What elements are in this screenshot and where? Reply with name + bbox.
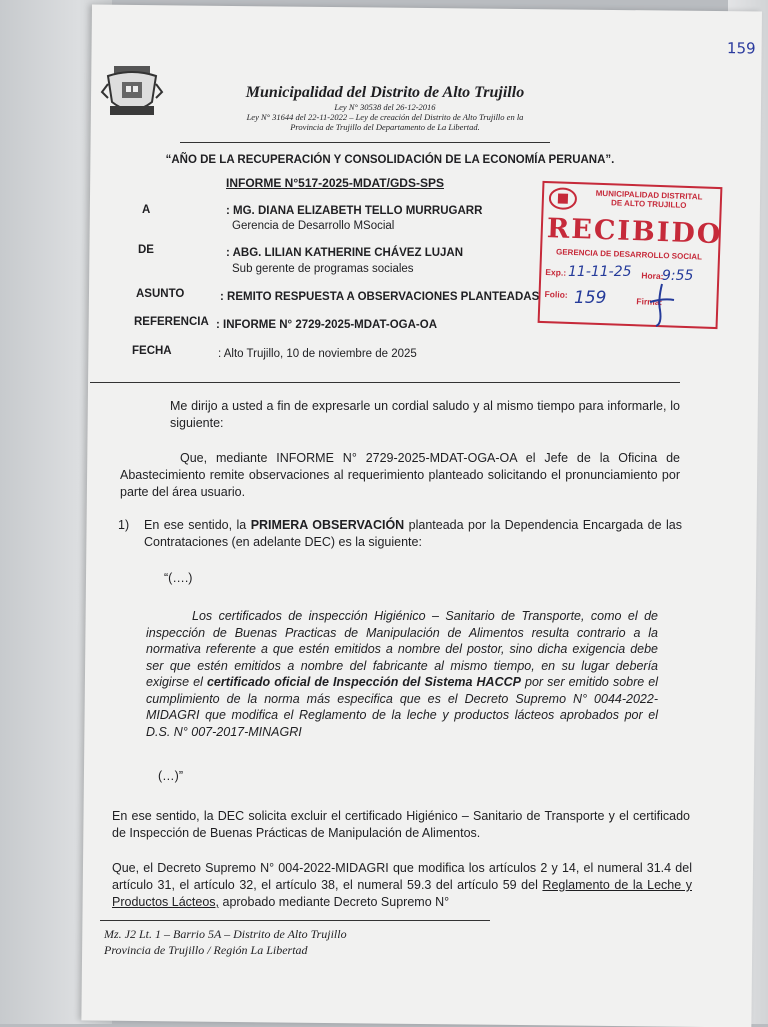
- reference-label: REFERENCIA: [134, 316, 209, 328]
- municipality-name: Municipalidad del Distrito de Alto Trujillo: [245, 84, 525, 101]
- paragraph-1: Que, mediante INFORME N° 2729-2025-MDAT-OGA-OA el Jefe de la Oficina de Abastecimiento remite observaciones al requerimiento planteado solicitando el pronunciamiento por parte del área usuario.: [120, 451, 680, 499]
- item-1-bold-label: PRIMERA OBSERVACIÓN: [250, 518, 405, 532]
- stamp-organization: [584, 188, 715, 211]
- handwritten-time: 9:55: [662, 268, 694, 284]
- date-text: : Alto Trujillo, 10 de noviembre de 2025: [218, 348, 417, 360]
- paragraph-2: En ese sentido, la DEC solicita excluir el certificado Higiénico – Sanitario de Transporte y el certificado de Inspección de Buenas Prácticas de Manipulación de Alimentos.: [112, 809, 690, 840]
- letterhead: [200, 84, 570, 132]
- stamp-title: RECIBIDO: [546, 213, 723, 251]
- date-label: FECHA: [132, 345, 172, 357]
- to-role: Gerencia de Desarrollo MSocial: [232, 220, 395, 232]
- item-1-number: 1): [118, 518, 130, 532]
- reference-text: : INFORME N° 2729-2025-MDAT-OGA-OA: [216, 319, 437, 331]
- paragraph-3-start: Que, el Decreto Supremo N° 004-2022-MIDAGRI que modifica los artículos 2 y 14, el numeral 31.4 del artículo 31, el artículo 32, el artículo 38, el numeral 59.3 del artículo 59 del: [112, 861, 692, 892]
- footer-line-2: Provincia de Trujillo / Región La Libertad: [104, 943, 308, 957]
- header-divider: [180, 142, 550, 143]
- document-title: INFORME N°517-2025-MDAT/GDS-SPS: [226, 176, 444, 190]
- handwritten-signature: [640, 280, 680, 328]
- quote-close: (…)”: [158, 769, 183, 783]
- received-stamp: [538, 181, 723, 329]
- paragraph-3-underlined: Reglamento de la Leche y Productos Lácteos,: [112, 878, 692, 909]
- greeting-text: Me dirijo a usted a fin de expresarle un cordial saludo y al mismo tiempo para informarle, lo siguiente:: [170, 399, 680, 430]
- handwritten-page-number: 159: [726, 39, 756, 58]
- stamp-exp-label: Exp.:: [545, 267, 567, 278]
- law-line-2: Ley N° 31644 del 22-11-2022 – Ley de creación del Distrito de Alto Trujillo en la: [246, 112, 524, 122]
- subject-label: ASUNTO: [136, 288, 185, 300]
- paragraph-3: [112, 860, 692, 911]
- law-line-3: Provincia de Trujillo del Departamento de La Libertad.: [290, 122, 480, 132]
- quote-open: “(….): [164, 571, 193, 585]
- quote-haccp-bold: certificado oficial de Inspección del Sistema HACCP: [206, 675, 521, 689]
- quote-part-2: por ser emitido sobre el cumplimiento de la norma más especifica que es el Decreto Supremo N° 0044-2022-MIDAGRI que modifica el Reglamento de la leche y productos lácteos aprobados por el D.S. N° 007-2017-MINAGRI: [146, 675, 658, 739]
- stamp-subtitle: GERENCIA DE DESARROLLO SOCIAL: [555, 247, 703, 262]
- footer-address: [104, 926, 347, 958]
- law-line-1: Ley N° 30538 del 26-12-2016: [334, 102, 436, 112]
- stamp-seal-icon: [548, 186, 579, 211]
- stamp-time-label: Hora:: [641, 270, 664, 282]
- quoted-observation: [146, 608, 658, 740]
- stamp-signature-label: Firma:: [636, 296, 663, 308]
- from-role: Sub gerente de programas sociales: [232, 263, 414, 275]
- stamp-org-line-1: MUNICIPALIDAD DISTRITAL: [595, 188, 703, 202]
- fields-divider: [90, 382, 680, 383]
- greeting-line: [170, 398, 680, 432]
- footer-line-1: Mz. J2 Lt. 1 – Barrio 5A – Distrito de Alto Trujillo: [104, 927, 347, 941]
- municipal-seal-icon: [100, 62, 164, 122]
- stamp-org-line-2: DE ALTO TRUJILLO: [610, 198, 687, 210]
- to-name: : MG. DIANA ELIZABETH TELLO MURRUGARR: [226, 205, 483, 217]
- to-label: A: [142, 204, 151, 216]
- stamp-folio-label: Folio:: [544, 289, 568, 300]
- year-motto: “AÑO DE LA RECUPERACIÓN Y CONSOLIDACIÓN DE LA ECONOMÍA PERUANA”.: [165, 154, 615, 166]
- handwritten-folio: 159: [574, 288, 607, 308]
- item-1-text: [144, 517, 682, 551]
- quote-part-1: Los certificados de inspección Higiénico – Sanitario de Transporte, como el de inspección de Buenas Practicas de Manipulación de Alimentos resulta contrario a la normativa referente a que estén emitidos a nombre del postor, sino dicha exigencia debe ser que estén emitidos a nombre del fabricante al mismo tiempo, en su lugar debería exigirse el: [146, 609, 658, 689]
- paragraph-3-end: aprobado mediante Decreto Supremo N°: [219, 895, 450, 909]
- from-label: DE: [138, 244, 154, 256]
- item-1-intro: En ese sentido, la: [144, 518, 251, 532]
- subject-text: : REMITO RESPUESTA A OBSERVACIONES PLANTEADAS: [220, 291, 540, 303]
- from-name: : ABG. LILIAN KATHERINE CHÁVEZ LUJAN: [226, 247, 464, 259]
- footer-divider: [100, 920, 490, 921]
- item-1-rest: planteada por la Dependencia Encargada de las Contrataciones (en adelante DEC) es la siguiente:: [144, 518, 682, 549]
- handwritten-exp-date: 11-11-25: [568, 264, 632, 280]
